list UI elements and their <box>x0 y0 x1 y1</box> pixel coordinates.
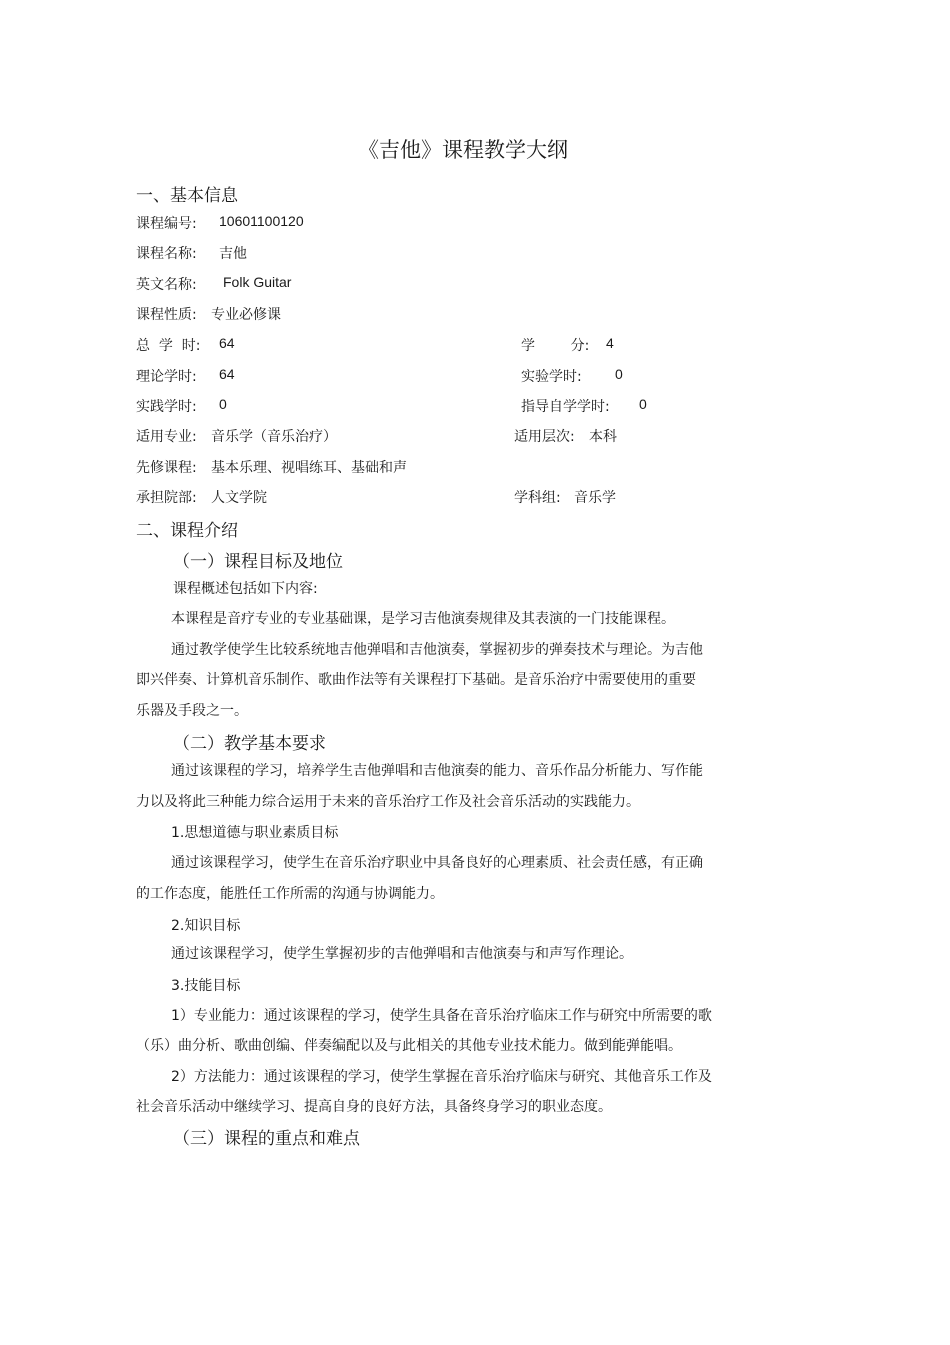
course-nature-value: 专业必修课 <box>211 307 281 323</box>
page-title: 《吉他》课程教学大纲 <box>358 138 568 162</box>
credits-value: 4 <box>606 335 614 351</box>
subsection-requirements-heading: （二）教学基本要求 <box>173 734 326 754</box>
goals-paragraph-2-line-2: 即兴伴奏、计算机音乐制作、歌曲作法等有关课程打下基础。是音乐治疗中需要使用的重要 <box>136 672 696 688</box>
applicable-level-value: 本科 <box>589 429 617 445</box>
applicable-level-label: 适用层次: <box>514 429 575 445</box>
skill-2-line-1: 2）方法能力：通过该课程的学习，使学生掌握在音乐治疗临床与研究、其他音乐工作及 <box>171 1069 712 1085</box>
goal-2-line-1: 通过该课程学习，使学生掌握初步的吉他弹唱和吉他演奏与和声写作理论。 <box>171 946 633 962</box>
subsection-key-points-heading: （三）课程的重点和难点 <box>173 1129 360 1149</box>
discipline-group-value: 音乐学 <box>574 490 616 506</box>
goal-1-title: 1.思想道德与职业素质目标 <box>171 825 339 841</box>
practice-hours-label: 实践学时: <box>136 399 197 415</box>
applicable-major-label: 适用专业: <box>136 429 197 445</box>
goal-1-line-2: 的工作态度，能胜任工作所需的沟通与协调能力。 <box>136 886 444 902</box>
course-nature-label: 课程性质: <box>136 307 197 323</box>
course-code-label: 课程编号: <box>136 216 197 232</box>
goal-3-title: 3.技能目标 <box>171 978 241 994</box>
theory-hours-value: 64 <box>219 366 235 382</box>
credits-label: 学 分: <box>521 338 590 354</box>
goal-1-line-1: 通过该课程学习，使学生在音乐治疗职业中具备良好的心理素质、社会责任感，有正确 <box>171 855 703 871</box>
requirements-paragraph-line-2: 力以及将此三种能力综合运用于未来的音乐治疗工作及社会音乐活动的实践能力。 <box>136 794 640 810</box>
practice-hours-value: 0 <box>219 396 227 412</box>
guided-self-study-value: 0 <box>639 396 647 412</box>
course-code-value: 10601100120 <box>219 213 304 229</box>
lab-hours-label: 实验学时: <box>521 369 582 385</box>
section-basic-info-heading: 一、基本信息 <box>136 186 238 206</box>
goals-paragraph-1: 本课程是音疗专业的专业基础课，是学习吉他演奏规律及其表演的一门技能课程。 <box>171 611 675 627</box>
goal-2-title: 2.知识目标 <box>171 918 241 934</box>
section-course-intro-heading: 二、课程介绍 <box>136 521 238 541</box>
goals-paragraph-2-line-3: 乐器及手段之一。 <box>136 703 248 719</box>
skill-1-line-2: （乐）曲分析、歌曲创编、伴奏编配以及与此相关的其他专业技术能力。做到能弹能唱。 <box>136 1038 682 1054</box>
department-label: 承担院部: <box>136 490 197 506</box>
skill-2-line-2: 社会音乐活动中继续学习、提高自身的良好方法，具备终身学习的职业态度。 <box>136 1099 612 1115</box>
discipline-group-label: 学科组: <box>514 490 561 506</box>
course-name-label: 课程名称: <box>136 246 197 262</box>
english-name-label: 英文名称: <box>136 277 197 293</box>
guided-self-study-label: 指导自学学时: <box>521 399 610 415</box>
overview-intro: 课程概述包括如下内容: <box>173 581 318 597</box>
goals-paragraph-2-line-1: 通过教学使学生比较系统地吉他弹唱和吉他演奏，掌握初步的弹奏技术与理论。为吉他 <box>171 642 703 658</box>
english-name-value: Folk Guitar <box>223 274 292 290</box>
course-name-value: 吉他 <box>219 246 247 262</box>
theory-hours-label: 理论学时: <box>136 369 197 385</box>
applicable-major-value: 音乐学（音乐治疗） <box>211 429 337 445</box>
total-hours-value: 64 <box>219 335 235 351</box>
total-hours-label: 总 学 时: <box>136 338 201 354</box>
department-value: 人文学院 <box>211 490 267 506</box>
skill-1-line-1: 1）专业能力：通过该课程的学习，使学生具备在音乐治疗临床工作与研究中所需要的歌 <box>171 1008 712 1024</box>
prerequisites-value: 基本乐理、视唱练耳、基础和声 <box>211 460 407 476</box>
requirements-paragraph-line-1: 通过该课程的学习，培养学生吉他弹唱和吉他演奏的能力、音乐作品分析能力、写作能 <box>171 763 703 779</box>
prerequisites-label: 先修课程: <box>136 460 197 476</box>
subsection-goals-heading: （一）课程目标及地位 <box>173 552 343 572</box>
lab-hours-value: 0 <box>615 366 623 382</box>
